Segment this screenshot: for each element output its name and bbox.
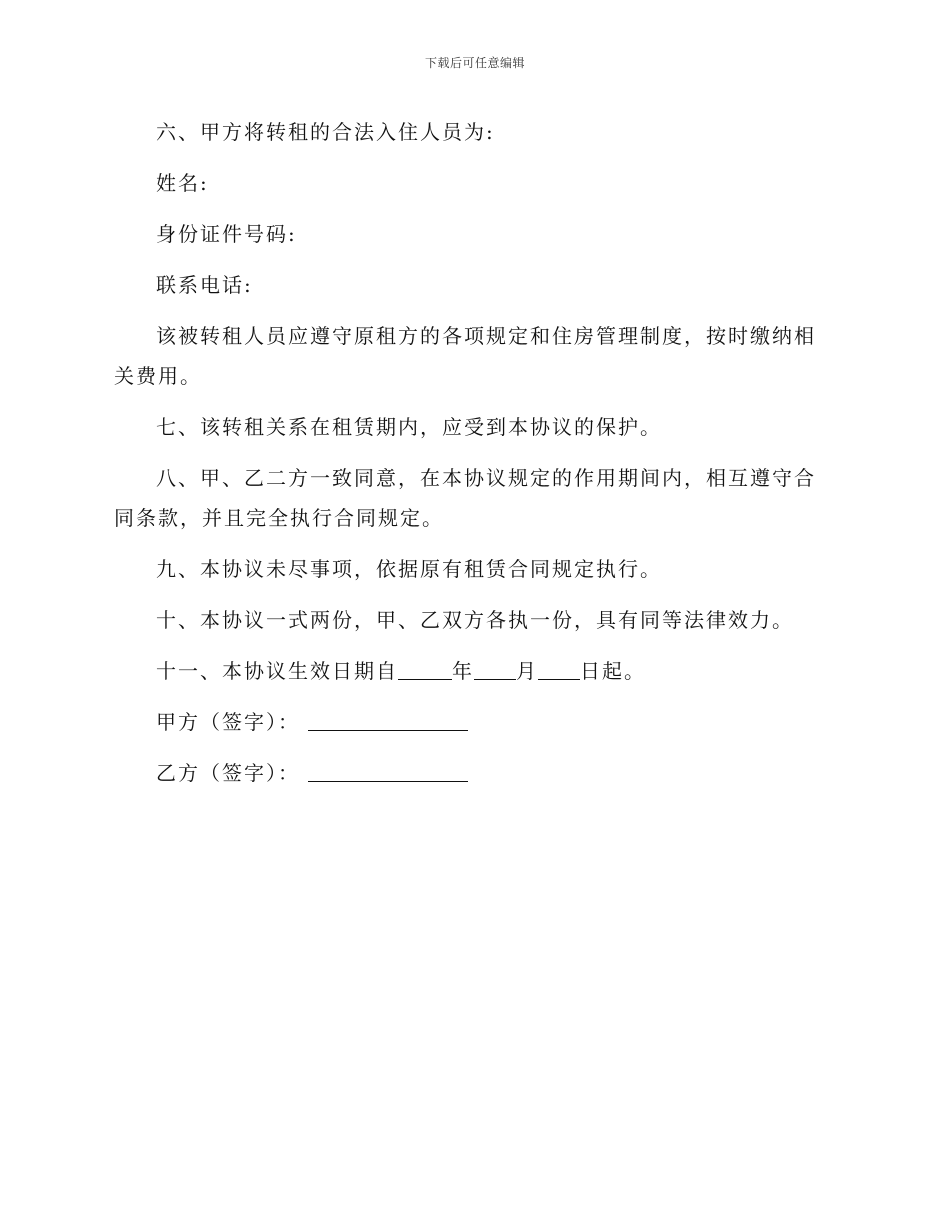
- clause-eleven-prefix: 十一、本协议生效日期自: [156, 659, 398, 683]
- clause-eight: 八、甲、乙二方一致同意，在本协议规定的作用期间内，相互遵守合同条款，并且完全执行合同规定。: [114, 466, 816, 530]
- party-b-signature-label: 乙方（签字）：: [156, 761, 300, 785]
- party-a-signature-label: 甲方（签字）：: [156, 710, 300, 734]
- clause-six-note: 该被转租人员应遵守原租方的各项规定和住房管理制度，按时缴纳相关费用。: [114, 324, 816, 388]
- page-header: 下载后可任意编辑: [424, 56, 525, 70]
- day-blank: [538, 659, 580, 680]
- party-a-signature-line: [114, 702, 832, 742]
- phone-field-label: 联系电话:: [156, 273, 253, 297]
- id-number-field-label: 身份证件号码:: [156, 222, 297, 246]
- year-label: 年: [452, 659, 474, 683]
- document-body: [114, 112, 832, 804]
- clause-eleven-suffix: 日起。: [580, 659, 646, 683]
- month-blank: [474, 659, 516, 680]
- party-b-signature-line: [114, 753, 832, 793]
- party-b-signature-blank: [308, 761, 468, 782]
- name-field-label: 姓名:: [156, 171, 209, 195]
- clause-six-title: 六、甲方将转租的合法入住人员为:: [156, 120, 495, 144]
- clause-nine: 九、本协议未尽事项，依据原有租赁合同规定执行。: [156, 557, 662, 581]
- party-a-signature-blank: [308, 710, 468, 731]
- month-label: 月: [516, 659, 538, 683]
- year-blank: [398, 659, 452, 680]
- clause-eleven: [114, 651, 832, 691]
- clause-seven: 七、该转租关系在租赁期内，应受到本协议的保护。: [156, 415, 662, 439]
- clause-ten: 十、本协议一式两份，甲、乙双方各执一份，具有同等法律效力。: [156, 608, 794, 632]
